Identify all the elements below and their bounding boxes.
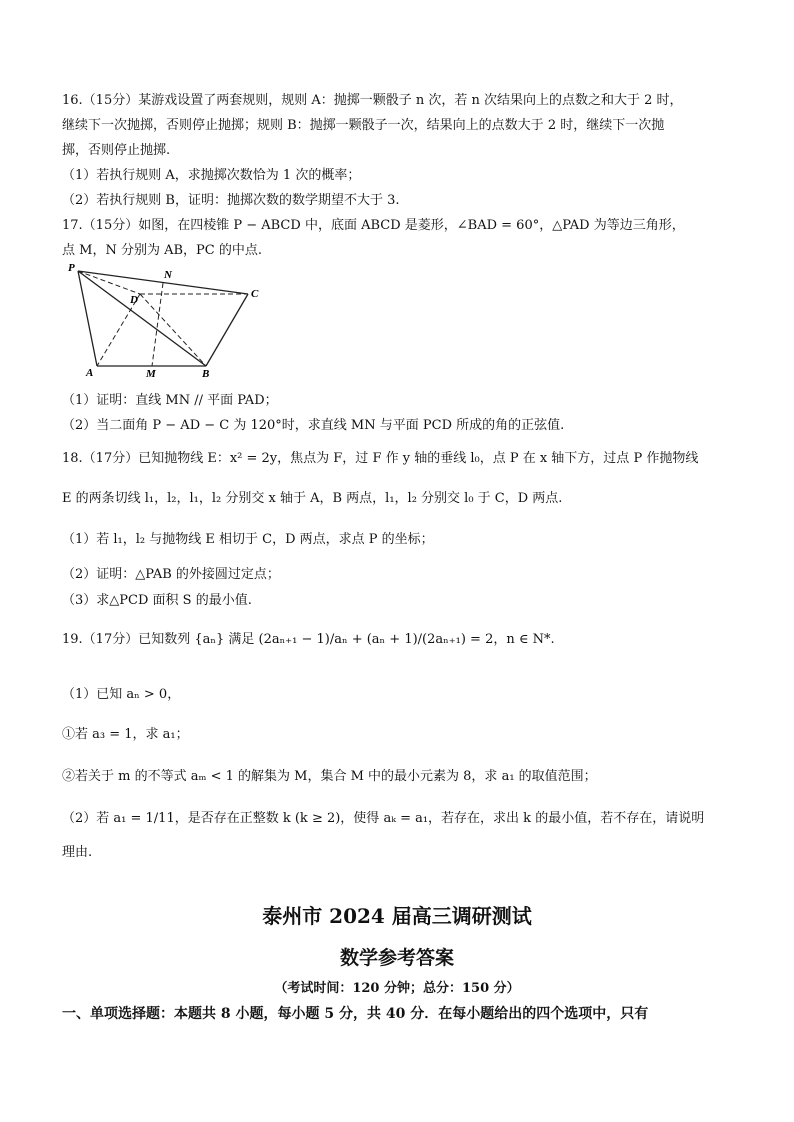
q17-part1: （1）证明：直线 MN // 平面 PAD； bbox=[62, 393, 278, 408]
label-b: B bbox=[202, 368, 210, 378]
pyramid-figure bbox=[66, 262, 266, 378]
q18-line2: E 的两条切线 l₁，l₂，l₁，l₂ 分别交 x 轴于 A，B 两点，l₁，l₂ 分别交 l₀ 于 C，D 两点. bbox=[62, 491, 563, 506]
label-n: N bbox=[164, 269, 172, 281]
edge-db bbox=[140, 294, 206, 366]
q17-line1: 17.（15分）如图，在四棱锥 P − ABCD 中，底面 ABCD 是菱形，∠BAD = 60°，△PAD 为等边三角形， bbox=[62, 218, 685, 233]
q16-line1: 16.（15分）某游戏设置了两套规则，规则 A：抛掷一颗骰子 n 次，若 n 次结果向上的点数之和大于 2 时， bbox=[62, 93, 683, 108]
segment-mn bbox=[152, 283, 163, 366]
label-c: C bbox=[251, 288, 259, 300]
answers-subtitle: 数学参考答案 bbox=[339, 947, 454, 969]
q19-line1: 19.（17分）已知数列 {aₙ} 满足 (2aₙ₊₁ − 1)/aₙ + (aₙ + 1)/(2aₙ₊₁) = 2，n ∈ N*. bbox=[62, 632, 555, 647]
q18-part1: （1）若 l₁，l₂ 与抛物线 E 相切于 C，D 两点，求点 P 的坐标； bbox=[62, 532, 434, 547]
label-d: D bbox=[130, 294, 138, 306]
edge-bc bbox=[206, 294, 248, 366]
q18-part3: （3）求△PCD 面积 S 的最小值. bbox=[62, 593, 252, 608]
answers-section1: 一、单项选择题：本题共 8 小题，每小题 5 分，共 40 分．在每小题给出的四个选项中，只有 bbox=[62, 1006, 649, 1022]
q19-part2-line1: （2）若 a₁ = 1/11，是否存在正整数 k (k ≥ 2)，使得 aₖ = a₁，若存在，求出 k 的最小值，若不存在，请说明 bbox=[62, 811, 705, 826]
q16-part1: （1）若执行规则 A，求抛掷次数恰为 1 次的概率； bbox=[62, 168, 361, 183]
q19-part2-line2: 理由. bbox=[62, 845, 93, 860]
answers-title: 泰州市 2024 届高三调研测试 bbox=[262, 904, 532, 928]
label-p: P bbox=[68, 262, 75, 274]
edge-pd bbox=[78, 271, 140, 294]
q18-part2: （2）证明：△PAB 的外接圆过定点； bbox=[62, 567, 280, 582]
q19-sub1: ①若 a₃ = 1，求 a₁； bbox=[62, 727, 189, 742]
q17-line2: 点 M，N 分别为 AB，PC 的中点. bbox=[62, 243, 262, 258]
q16-line3: 掷，否则停止抛掷. bbox=[62, 143, 171, 158]
q18-line1: 18.（17分）已知抛物线 E：x² = 2y，焦点为 F，过 F 作 y 轴的垂线 l₀，点 P 在 x 轴下方，过点 P 作抛物线 bbox=[62, 451, 699, 466]
q17-part2: （2）当二面角 P − AD − C 为 120°时，求直线 MN 与平面 PCD 所成的角的正弦值. bbox=[62, 418, 565, 433]
q16-line2: 继续下一次抛掷，否则停止抛掷；规则 B：抛掷一颗骰子一次，结果向上的点数大于 2 时，继续下一次抛 bbox=[62, 118, 665, 133]
answers-exam-info: （考试时间：120 分钟；总分：150 分） bbox=[274, 981, 520, 996]
label-m: M bbox=[146, 368, 156, 378]
q19-part1: （1）已知 aₙ > 0， bbox=[62, 687, 181, 702]
label-a: A bbox=[86, 367, 94, 378]
edge-pa bbox=[78, 271, 97, 366]
q16-part2: （2）若执行规则 B，证明：抛掷次数的数学期望不大于 3. bbox=[62, 193, 400, 208]
q19-sub2: ②若关于 m 的不等式 aₘ < 1 的解集为 M，集合 M 中的最小元素为 8，求 a₁ 的取值范围； bbox=[62, 769, 597, 784]
